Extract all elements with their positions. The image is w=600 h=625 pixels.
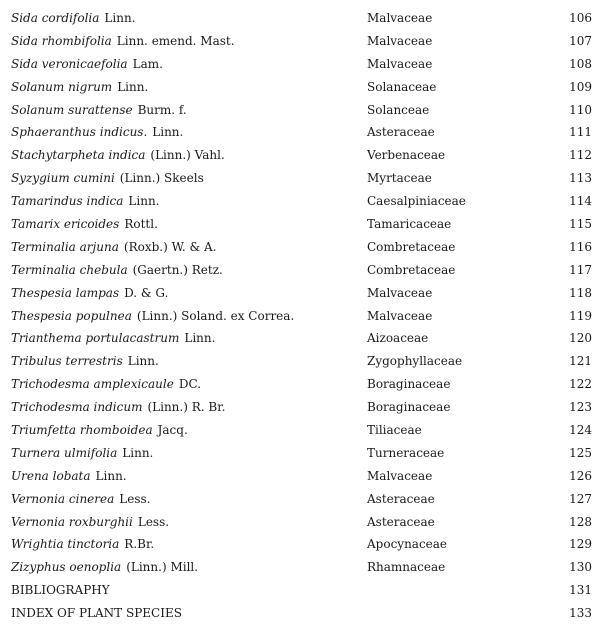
species-name (11, 99, 187, 122)
page-number: 110 (569, 102, 592, 117)
species-name (11, 350, 159, 373)
species-latin-name: Vernonia cinerea (11, 491, 115, 506)
page-number: 107 (569, 33, 592, 48)
toc-entry (0, 167, 600, 190)
page-number: 125 (569, 445, 592, 460)
species-latin-name: Wrightia tinctoria (11, 537, 120, 552)
species-name (11, 327, 215, 350)
species-latin-name: Sida rhombifolia (11, 33, 112, 48)
page-number: 117 (569, 262, 592, 277)
species-author: Jacq. (157, 423, 188, 438)
species-latin-name: Zizyphus oenoplia (11, 560, 122, 575)
family-name: Turneraceae (367, 445, 445, 460)
page-number: 133 (569, 606, 592, 621)
toc-entry (0, 30, 600, 53)
species-name (11, 167, 204, 190)
species-latin-name: Sida cordifolia (11, 11, 100, 25)
table-of-contents (0, 7, 600, 625)
toc-entry (0, 305, 600, 328)
species-author: Linn. (117, 79, 149, 94)
family-name: Verbenaceae (367, 148, 446, 163)
page-number: 123 (569, 400, 592, 415)
toc-entry (0, 53, 600, 76)
species-latin-name: Trichodesma amplexicaule (11, 377, 174, 392)
page-number: 106 (569, 11, 592, 25)
species-name (11, 236, 216, 259)
page-number: 131 (569, 583, 592, 598)
page-number: 127 (569, 491, 592, 506)
page-number: 114 (569, 194, 592, 209)
page-number: 130 (569, 560, 592, 575)
toc-entry (0, 282, 600, 305)
section-title: BIBLIOGRAPHY (11, 583, 110, 598)
species-author: Rottl. (124, 217, 158, 232)
page-number: 122 (569, 377, 592, 392)
toc-entry (0, 144, 600, 167)
species-name (11, 533, 154, 556)
toc-entry (0, 99, 600, 122)
species-author: Linn. (152, 125, 184, 140)
species-latin-name: Tamarix ericoides (11, 217, 120, 232)
species-name (11, 396, 225, 419)
species-name (11, 190, 159, 213)
species-latin-name: Thespesia populnea (11, 308, 132, 323)
species-author: Linn. (104, 11, 136, 25)
species-latin-name: Vernonia roxburghii (11, 514, 133, 529)
page-number: 109 (569, 79, 592, 94)
species-author: Linn. (184, 331, 216, 346)
family-name: Caesalpiniaceae (367, 194, 466, 209)
species-name (11, 30, 235, 53)
toc-entry (0, 121, 600, 144)
page-number: 113 (569, 171, 592, 186)
species-author: (Linn.) Soland. ex Correa. (136, 308, 295, 323)
toc-entry (0, 511, 600, 534)
family-name: Zygophyllaceae (367, 354, 463, 369)
toc-entry (0, 533, 600, 556)
species-author: R.Br. (124, 537, 155, 552)
species-author: Lam. (132, 56, 163, 71)
species-name (11, 53, 163, 76)
species-author: (Linn.) Skeels (119, 171, 204, 186)
species-author: Linn. (122, 445, 154, 460)
species-author: (Roxb.) W. & A. (123, 239, 217, 254)
species-author: Less. (137, 514, 170, 529)
species-latin-name: Tribulus terrestris (11, 354, 123, 369)
species-author: Linn. (95, 468, 127, 483)
family-name: Solanceae (367, 102, 430, 117)
species-latin-name: Urena lobata (11, 468, 91, 483)
species-name (11, 282, 168, 305)
family-name: Malvaceae (367, 11, 433, 25)
family-name: Rhamnaceae (367, 560, 446, 575)
family-name: Aizoaceae (367, 331, 429, 346)
toc-section-bibliography (0, 579, 600, 602)
species-author: (Linn.) Mill. (126, 560, 199, 575)
species-author: DC. (178, 377, 202, 392)
species-author: (Linn.) R. Br. (147, 400, 226, 415)
toc-entry (0, 7, 600, 30)
species-latin-name: Terminalia arjuna (11, 239, 119, 254)
family-name: Malvaceae (367, 468, 433, 483)
page-number: 124 (569, 423, 592, 438)
family-name: Boraginaceae (367, 377, 451, 392)
page-number: 118 (569, 285, 592, 300)
species-latin-name: Sida veronicaefolia (11, 56, 128, 71)
page-number: 111 (569, 125, 592, 140)
toc-section-index (0, 602, 600, 625)
toc-entry (0, 373, 600, 396)
page-number: 121 (569, 354, 592, 369)
toc-entry (0, 327, 600, 350)
family-name: Malvaceae (367, 308, 433, 323)
toc-entry (0, 419, 600, 442)
toc-entry (0, 236, 600, 259)
toc-entry (0, 190, 600, 213)
species-name (11, 419, 188, 442)
species-name (11, 556, 198, 579)
family-name: Combretaceae (367, 262, 456, 277)
toc-entry (0, 442, 600, 465)
family-name: Asteraceae (367, 125, 435, 140)
species-latin-name: Solanum nigrum (11, 79, 113, 94)
species-author: Linn. (127, 354, 159, 369)
species-name (11, 305, 294, 328)
page-number: 126 (569, 468, 592, 483)
species-latin-name: Tamarindus indica (11, 194, 124, 209)
species-author: Less. (119, 491, 151, 506)
toc-entry (0, 76, 600, 99)
species-name (11, 213, 158, 236)
species-author: Burm. f. (137, 102, 187, 117)
species-name (11, 76, 148, 99)
page-number: 128 (569, 514, 592, 529)
species-name (11, 121, 183, 144)
species-name (11, 7, 135, 30)
family-name: Malvaceae (367, 56, 433, 71)
species-latin-name: Stachytarpheta indica (11, 148, 146, 163)
species-name (11, 511, 169, 534)
species-latin-name: Triumfetta rhomboidea (11, 423, 153, 438)
family-name: Tamaricaceae (367, 217, 452, 232)
family-name: Boraginaceae (367, 400, 451, 415)
species-latin-name: Sphaeranthus indicus. (11, 125, 148, 140)
family-name: Malvaceae (367, 285, 433, 300)
page-number: 120 (569, 331, 592, 346)
species-name (11, 488, 150, 511)
species-author: Linn. emend. Mast. (116, 33, 235, 48)
species-latin-name: Solanum surattense (11, 102, 133, 117)
family-name: Tiliaceae (367, 423, 422, 438)
toc-entry (0, 350, 600, 373)
toc-entry (0, 465, 600, 488)
species-author: (Gaertn.) Retz. (132, 262, 223, 277)
species-latin-name: Syzygium cumini (11, 171, 115, 186)
page-number: 115 (569, 217, 592, 232)
species-name (11, 442, 153, 465)
family-name: Apocynaceae (367, 537, 448, 552)
toc-entry (0, 488, 600, 511)
species-latin-name: Turnera ulmifolia (11, 445, 118, 460)
toc-entry (0, 213, 600, 236)
species-latin-name: Trianthema portulacastrum (11, 331, 180, 346)
species-author: Linn. (128, 194, 160, 209)
section-title: INDEX OF PLANT SPECIES (11, 606, 182, 621)
species-author: D. & G. (124, 285, 169, 300)
family-name: Asteraceae (367, 514, 435, 529)
page-number: 119 (569, 308, 592, 323)
toc-entry (0, 396, 600, 419)
family-name: Myrtaceae (367, 171, 432, 186)
page-number: 129 (569, 537, 592, 552)
species-name (11, 465, 127, 488)
species-author: (Linn.) Vahl. (150, 148, 225, 163)
family-name: Asteraceae (367, 491, 435, 506)
page-number: 108 (569, 56, 592, 71)
toc-entry (0, 556, 600, 579)
species-latin-name: Trichodesma indicum (11, 400, 143, 415)
species-name (11, 259, 223, 282)
page-number: 116 (569, 239, 592, 254)
page-number: 112 (569, 148, 592, 163)
family-name: Malvaceae (367, 33, 433, 48)
family-name: Solanaceae (367, 79, 437, 94)
species-name (11, 373, 201, 396)
species-latin-name: Terminalia chebula (11, 262, 128, 277)
species-name (11, 144, 225, 167)
toc-entry (0, 259, 600, 282)
family-name: Combretaceae (367, 239, 456, 254)
species-latin-name: Thespesia lampas (11, 285, 120, 300)
